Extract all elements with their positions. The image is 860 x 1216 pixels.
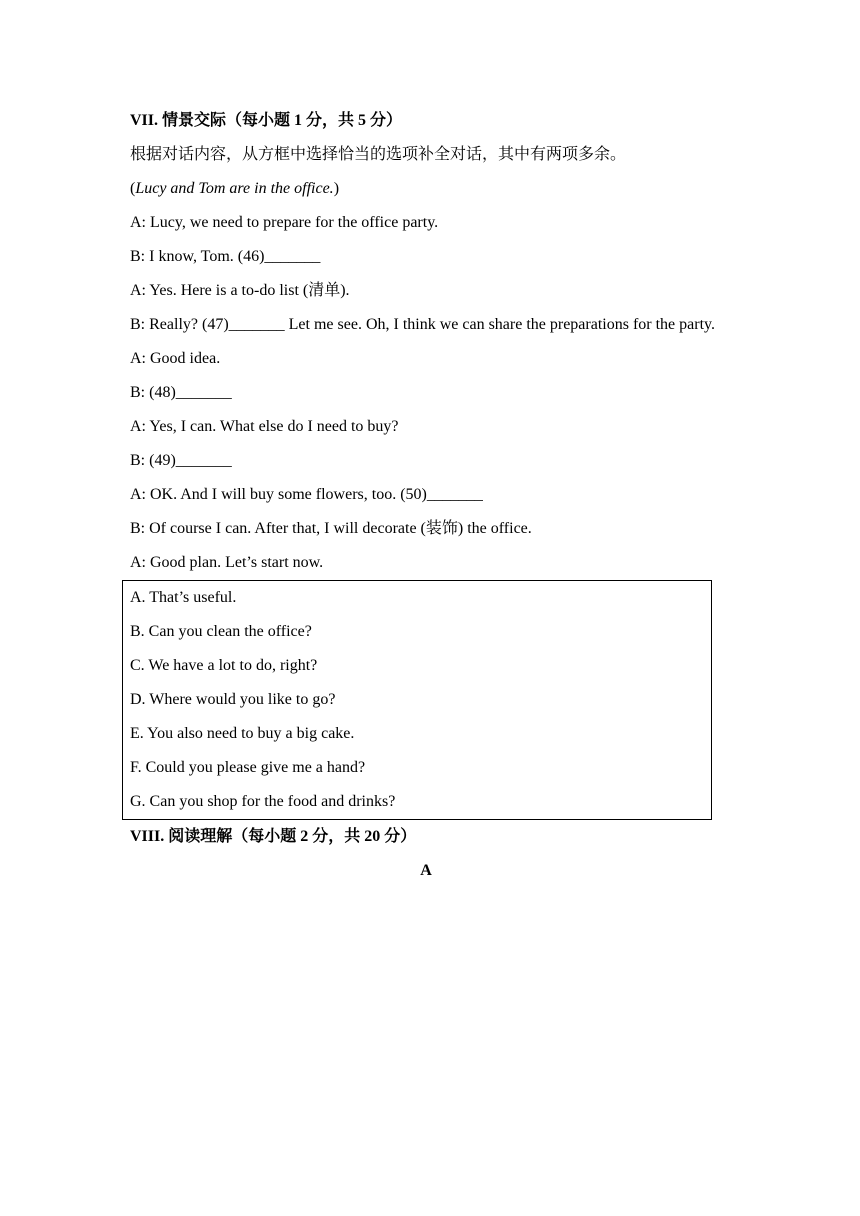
options-box bbox=[122, 580, 712, 820]
option-e: E. You also need to buy a big cake. bbox=[130, 725, 355, 742]
dialogue-line-9: A: OK. And I will buy some flowers, too. (50)_______ bbox=[130, 486, 483, 503]
dialogue-line-6: B: (48)_______ bbox=[130, 384, 232, 401]
dialogue-line-5: A: Good idea. bbox=[130, 350, 221, 367]
section-7-instruction: 根据对话内容，从方框中选择恰当的选项补全对话，其中有两项多余。 bbox=[130, 146, 627, 163]
option-a: A. That’s useful. bbox=[130, 589, 237, 606]
scene-text: Lucy and Tom are in the office. bbox=[135, 180, 334, 197]
dialogue-line-3: A: Yes. Here is a to-do list (清单). bbox=[130, 282, 350, 299]
dialogue-line-10: B: Of course I can. After that, I will decorate (装饰) the office. bbox=[130, 520, 532, 537]
dialogue-line-4: B: Really? (47)_______ Let me see. Oh, I think we can share the preparations for the party. bbox=[130, 316, 715, 333]
dialogue-line-7: A: Yes, I can. What else do I need to buy? bbox=[130, 418, 399, 435]
option-f: F. Could you please give me a hand? bbox=[130, 759, 366, 776]
section-7-title: VII. 情景交际（每小题 1 分，共 5 分） bbox=[130, 112, 403, 129]
passage-label: A bbox=[420, 862, 432, 879]
option-g: G. Can you shop for the food and drinks? bbox=[130, 793, 396, 810]
dialogue-line-8: B: (49)_______ bbox=[130, 452, 232, 469]
dialogue-line-11: A: Good plan. Let’s start now. bbox=[130, 554, 324, 571]
scene-description bbox=[130, 172, 722, 206]
scene-open-paren: ( bbox=[130, 180, 136, 197]
document-page bbox=[130, 104, 722, 888]
option-d: D. Where would you like to go? bbox=[130, 691, 336, 708]
dialogue-line-2: B: I know, Tom. (46)_______ bbox=[130, 248, 321, 265]
scene-close-paren: ) bbox=[333, 180, 340, 197]
option-b: B. Can you clean the office? bbox=[130, 623, 312, 640]
dialogue-line-1: A: Lucy, we need to prepare for the office party. bbox=[130, 214, 439, 231]
section-8-title: VIII. 阅读理解（每小题 2 分，共 20 分） bbox=[130, 828, 417, 845]
option-c: C. We have a lot to do, right? bbox=[130, 657, 318, 674]
